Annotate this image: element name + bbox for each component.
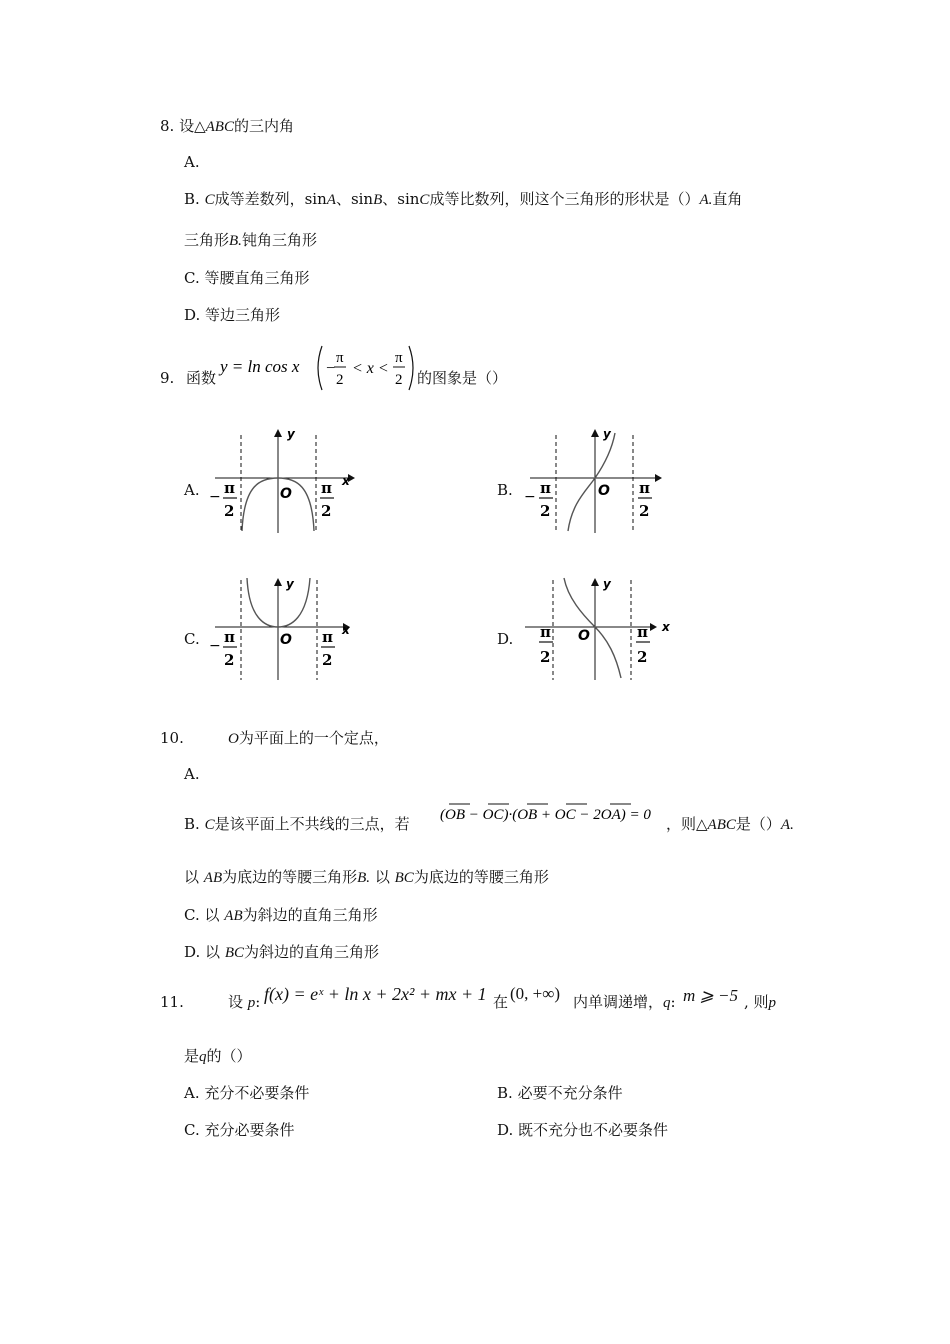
q11-option-letter: D. <box>497 1121 514 1139</box>
q10-text: 以 <box>204 906 220 924</box>
q8-option-a: A. <box>184 153 200 171</box>
q11-interval: (0, +∞) <box>510 984 561 1003</box>
pos-two: 2 <box>321 502 332 520</box>
q9-two: 2 <box>336 372 344 388</box>
q11-var-p: p <box>247 995 256 1011</box>
q9-graph-a-letter: A. <box>184 481 200 499</box>
q8-var: A <box>326 192 336 208</box>
y-axis-arrow <box>591 578 599 586</box>
y-axis-arrow <box>274 429 282 437</box>
x-axis-arrow <box>650 623 657 631</box>
function-curve <box>564 578 621 678</box>
pos-two: 2 <box>639 502 650 520</box>
q10-text: 是该平面上不共线的三点，若 <box>214 815 410 833</box>
q8-text: 钝角三角形 <box>241 231 317 249</box>
q9-graph-b <box>520 425 670 540</box>
q8-option-b-letter: B. <box>184 190 200 208</box>
q10-option-c-letter: C. <box>184 906 200 924</box>
origin-label: O <box>578 628 590 644</box>
q8-var: C <box>419 192 430 208</box>
q8-stem-text: 的三内角 <box>233 117 294 135</box>
neg-two: 2 <box>224 651 235 669</box>
q10-vector-formula <box>438 797 668 827</box>
origin-label: O <box>598 483 610 499</box>
q10-text: 为斜边的直角三角形 <box>244 943 380 961</box>
q8-text: 直角 <box>712 190 743 208</box>
q11-text: 的（） <box>206 1047 252 1065</box>
q10-option-b <box>184 814 410 835</box>
q8-text: 、sin <box>335 190 374 208</box>
q9-graph-c-letter: C. <box>184 630 200 648</box>
q8-number: 8. <box>160 117 175 135</box>
q10-text: 以 <box>184 868 200 886</box>
q11-option-letter: B. <box>497 1084 513 1102</box>
q10-formula-text: (OB − OC)·(OB + OC − 2OA) = 0 <box>440 807 651 823</box>
q8-option-b <box>184 189 742 210</box>
y-axis-arrow <box>274 578 282 586</box>
q11-number: 11. <box>160 993 184 1011</box>
q8-text: 成等差数列，sin <box>214 190 327 208</box>
q11-option-text: 既不充分也不必要条件 <box>518 1121 669 1139</box>
origin-label: O <box>280 486 292 502</box>
q11-option-text: 必要不充分条件 <box>517 1084 623 1102</box>
x-label: x <box>662 620 670 634</box>
pos-pi: π <box>639 479 650 497</box>
q11-function-formula: f(x) = eˣ + ln x + 2x² + mx + 1 <box>264 984 487 1004</box>
q10-var: AB <box>224 908 243 924</box>
y-label: y <box>603 427 611 441</box>
q8-var: B <box>373 192 383 208</box>
q9-pi: π <box>336 350 344 366</box>
q9-number: 9. <box>160 369 175 387</box>
q8-triangle-name: ABC <box>205 119 234 135</box>
q9-two: 2 <box>395 372 403 388</box>
q9-prefix: 函数 <box>186 369 217 387</box>
q11-text: 是 <box>184 1047 200 1065</box>
q8-var: C <box>204 192 215 208</box>
neg-pi: π <box>224 479 235 497</box>
q10-option-d-letter: D. <box>184 943 201 961</box>
q10-option-d <box>184 942 379 963</box>
q9-suffix: 的图象是（） <box>417 369 508 387</box>
q10-stem-text: 为平面上的一个定点， <box>238 729 389 747</box>
q8-stem-text: 设△ <box>179 117 206 135</box>
q11-option-c <box>184 1120 295 1140</box>
q11-option-d <box>497 1120 668 1140</box>
q11-option-letter: C. <box>184 1121 200 1139</box>
q11-option-letter: A. <box>184 1084 200 1102</box>
q10-var: B. <box>357 870 371 886</box>
y-label: y <box>287 427 295 441</box>
q8-text: 成等比数列，则这个三角形的形状是（） <box>429 190 700 208</box>
q10-var: C <box>204 817 215 833</box>
q11-var-p: p <box>768 995 777 1011</box>
q9-graph-c <box>205 572 355 687</box>
q10-number: 10. <box>160 729 184 747</box>
q10-option-b-letter: B. <box>184 815 200 833</box>
neg-pi: π <box>540 623 551 641</box>
neg-sign: − <box>209 638 221 654</box>
neg-sign: − <box>209 489 221 505</box>
q11-option-text: 充分不必要条件 <box>204 1084 310 1102</box>
q11-var-q: q <box>663 995 671 1011</box>
pos-pi: π <box>322 628 333 646</box>
q8-option-b-continued <box>184 230 317 251</box>
q9-inequality: < x < <box>352 360 389 377</box>
x-label: x <box>342 623 350 637</box>
q8-option-c <box>184 268 310 288</box>
q11-text: : <box>255 993 261 1011</box>
neg-two: 2 <box>540 502 551 520</box>
q9-graph-d <box>520 572 680 687</box>
neg-two: 2 <box>540 648 551 666</box>
q10-option-b-tail <box>666 814 794 835</box>
q9-paren-left <box>318 346 322 390</box>
q10-point-o: O <box>228 731 239 747</box>
q11-condition: m ⩾ −5 <box>683 986 738 1005</box>
q11-stem-start <box>228 992 260 1013</box>
q8-text: 、sin <box>382 190 420 208</box>
q11-stem-continued <box>184 1046 252 1067</box>
q10-var: ABC <box>707 817 736 833</box>
origin-label: O <box>280 632 292 648</box>
q11-stem-end <box>744 992 776 1013</box>
x-label: x <box>342 474 350 488</box>
q11-option-b <box>497 1083 623 1103</box>
y-axis-arrow <box>591 429 599 437</box>
q11-text: 内单调递增， <box>573 993 664 1011</box>
pos-pi: π <box>321 479 332 497</box>
q10-text: ，则△ <box>666 815 708 833</box>
q8-stem <box>160 116 294 137</box>
q10-text: 为斜边的直角三角形 <box>242 906 378 924</box>
x-axis-arrow <box>655 474 662 482</box>
q9-formula <box>218 342 418 394</box>
q9-formula-lhs: y = ln cos x <box>220 357 300 376</box>
q11-option-a <box>184 1083 309 1103</box>
pos-pi: π <box>637 623 648 641</box>
q8-var: B. <box>229 233 242 249</box>
y-label: y <box>286 577 294 591</box>
q8-option-d-letter: D. <box>184 306 201 324</box>
q8-text: 三角形 <box>184 231 230 249</box>
q11-option-text: 充分必要条件 <box>204 1121 295 1139</box>
q11-stem-mid <box>573 992 676 1013</box>
q9-paren-right <box>409 346 413 390</box>
q10-text: 是（） <box>735 815 781 833</box>
q8-var: A. <box>699 192 713 208</box>
q10-option-c <box>184 905 378 926</box>
q9-pi: π <box>395 350 403 366</box>
q9-graph-d-letter: D. <box>497 630 514 648</box>
q10-text: 为底边的等腰三角形 <box>413 868 549 886</box>
q10-var: AB <box>203 870 223 886</box>
q10-option-a: A. <box>184 765 200 783</box>
neg-sign: − <box>524 489 536 505</box>
q8-option-d <box>184 305 280 325</box>
q10-var: BC <box>394 870 414 886</box>
q9-graph-a <box>205 425 355 540</box>
q10-var: A. <box>780 817 794 833</box>
neg-pi: π <box>540 479 551 497</box>
q10-option-b-continued <box>184 867 549 888</box>
q8-option-c-text: 等腰直角三角形 <box>204 269 310 287</box>
q8-option-d-text: 等边三角形 <box>205 306 281 324</box>
function-curve <box>568 433 615 531</box>
q8-option-c-letter: C. <box>184 269 200 287</box>
pos-two: 2 <box>637 648 648 666</box>
neg-pi: π <box>224 628 235 646</box>
neg-two: 2 <box>224 502 235 520</box>
q9-graph-b-letter: B. <box>497 481 513 499</box>
q10-text: 为底边的等腰三角形 <box>222 868 358 886</box>
q11-text-in: 在 <box>493 993 509 1011</box>
q11-text: , 则 <box>744 993 769 1011</box>
pos-two: 2 <box>322 651 333 669</box>
q10-stem <box>228 728 389 749</box>
q10-text: 以 <box>205 943 221 961</box>
q10-text: 以 <box>374 868 390 886</box>
q10-var: BC <box>224 945 245 961</box>
q11-var-q: q <box>199 1049 207 1065</box>
q11-text: 设 <box>228 993 244 1011</box>
q11-text: : <box>670 993 676 1011</box>
q9-minus: − <box>326 360 336 377</box>
y-label: y <box>603 577 611 591</box>
